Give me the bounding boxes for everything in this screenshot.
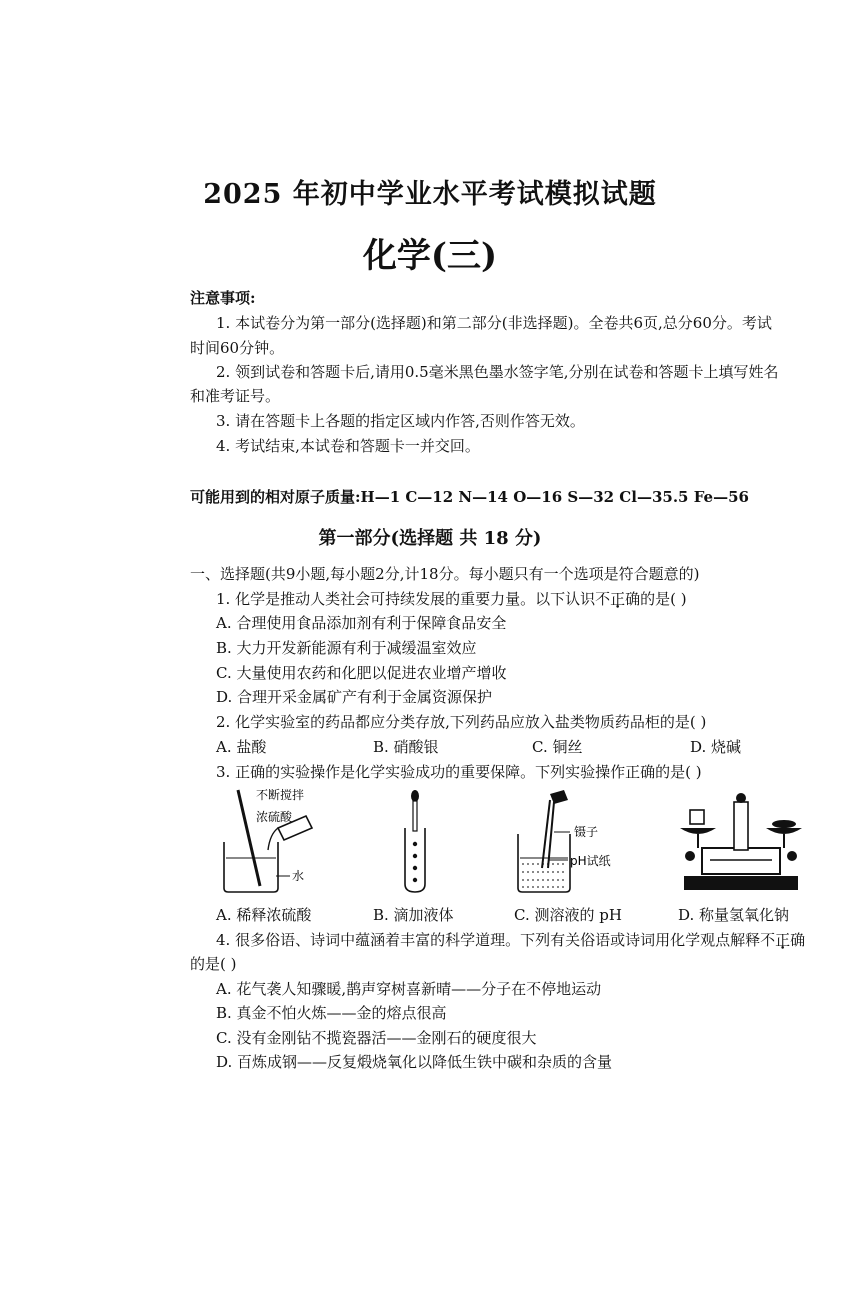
label-tweezers: 镊子 bbox=[574, 825, 599, 839]
figure-drop-liquid bbox=[395, 788, 435, 896]
notice-item: 3. 请在答题卡上各题的指定区域内作答,否则作答无效。 bbox=[216, 412, 585, 430]
section-instruction: 一、选择题(共9小题,每小题2分,计18分。每小题只有一个选项是符合题意的) bbox=[190, 565, 700, 583]
exam-subtitle: 化学(三) bbox=[362, 236, 498, 276]
figure-balance bbox=[676, 788, 806, 896]
notice-item: 和准考证号。 bbox=[190, 387, 281, 405]
question-1-stem: 1. 化学是推动人类社会可持续发展的重要力量。以下认识不正确的是( ) bbox=[216, 590, 687, 608]
q1-option-a: A. 合理使用食品添加剂有利于保障食品安全 bbox=[216, 614, 507, 632]
q4-option-d: D. 百炼成钢——反复煅烧氧化以降低生铁中碳和杂质的含量 bbox=[216, 1053, 613, 1071]
q1-option-c: C. 大量使用农药和化肥以促进农业增产增收 bbox=[216, 664, 507, 682]
atomic-mass-line: 可能用到的相对原子质量:H—1 C—12 N—14 O—16 S—32 Cl—35.5 Fe—56 bbox=[190, 488, 749, 506]
emphasis-not-correct: 不正确 bbox=[760, 931, 806, 949]
figure-ph-test bbox=[510, 788, 630, 896]
q1-option-b: B. 大力开发新能源有利于减缓温室效应 bbox=[216, 639, 477, 657]
notice-item: 4. 考试结束,本试卷和答题卡一并交回。 bbox=[216, 437, 480, 455]
q2-option-b: B. 硝酸银 bbox=[373, 738, 439, 756]
q3-option-c: C. 测溶液的 pH bbox=[514, 906, 622, 924]
label-stir: 不断搅拌 bbox=[256, 788, 305, 802]
q4-option-a: A. 花气袭人知骤暖,鹊声穿树喜新晴——分子在不停地运动 bbox=[216, 980, 602, 998]
section-title: 第一部分(选择题 共 18 分) bbox=[318, 528, 542, 549]
notice-heading: 注意事项: bbox=[190, 289, 256, 307]
q3-option-d: D. 称量氢氧化钠 bbox=[678, 906, 790, 924]
question-4-stem: 4. 很多俗语、诗词中蕴涵着丰富的科学道理。下列有关俗语或诗词用化学观点解释不正确 bbox=[216, 931, 806, 949]
question-2-stem: 2. 化学实验室的药品都应分类存放,下列药品应放入盐类物质药品柜的是( ) bbox=[216, 713, 707, 731]
q3-option-a: A. 稀释浓硫酸 bbox=[216, 906, 312, 924]
question-3-stem: 3. 正确的实验操作是化学实验成功的重要保障。下列实验操作正确的是( ) bbox=[216, 763, 702, 781]
notice-item: 2. 领到试卷和答题卡后,请用0.5毫米黑色墨水签字笔,分别在试卷和答题卡上填写姓名 bbox=[216, 363, 779, 381]
q4-option-b: B. 真金不怕火炼——金的熔点很高 bbox=[216, 1004, 447, 1022]
question-4-stem-end: 的是( ) bbox=[190, 955, 237, 973]
notice-item: 时间60分钟。 bbox=[190, 339, 285, 357]
figure-dilute-acid bbox=[216, 788, 336, 896]
q1-option-d: D. 合理开采金属矿产有利于金属资源保护 bbox=[216, 688, 493, 706]
q2-option-c: C. 铜丝 bbox=[532, 738, 583, 756]
q3-option-b: B. 滴加液体 bbox=[373, 906, 454, 924]
label-ph-paper: pH试纸 bbox=[570, 854, 611, 868]
exam-title: 2025 年初中学业水平考试模拟试题 bbox=[203, 179, 657, 210]
emphasis-not-correct: 不正确 bbox=[595, 590, 641, 608]
notice-item: 1. 本试卷分为第一部分(选择题)和第二部分(非选择题)。全卷共6页,总分60分。考试 bbox=[216, 314, 772, 332]
label-acid: 浓硫酸 bbox=[256, 810, 293, 824]
label-water: 水 bbox=[292, 869, 305, 883]
q2-option-a: A. 盐酸 bbox=[216, 738, 267, 756]
q4-option-c: C. 没有金刚钻不揽瓷器活——金刚石的硬度很大 bbox=[216, 1029, 537, 1047]
q2-option-d: D. 烧碱 bbox=[690, 738, 742, 756]
